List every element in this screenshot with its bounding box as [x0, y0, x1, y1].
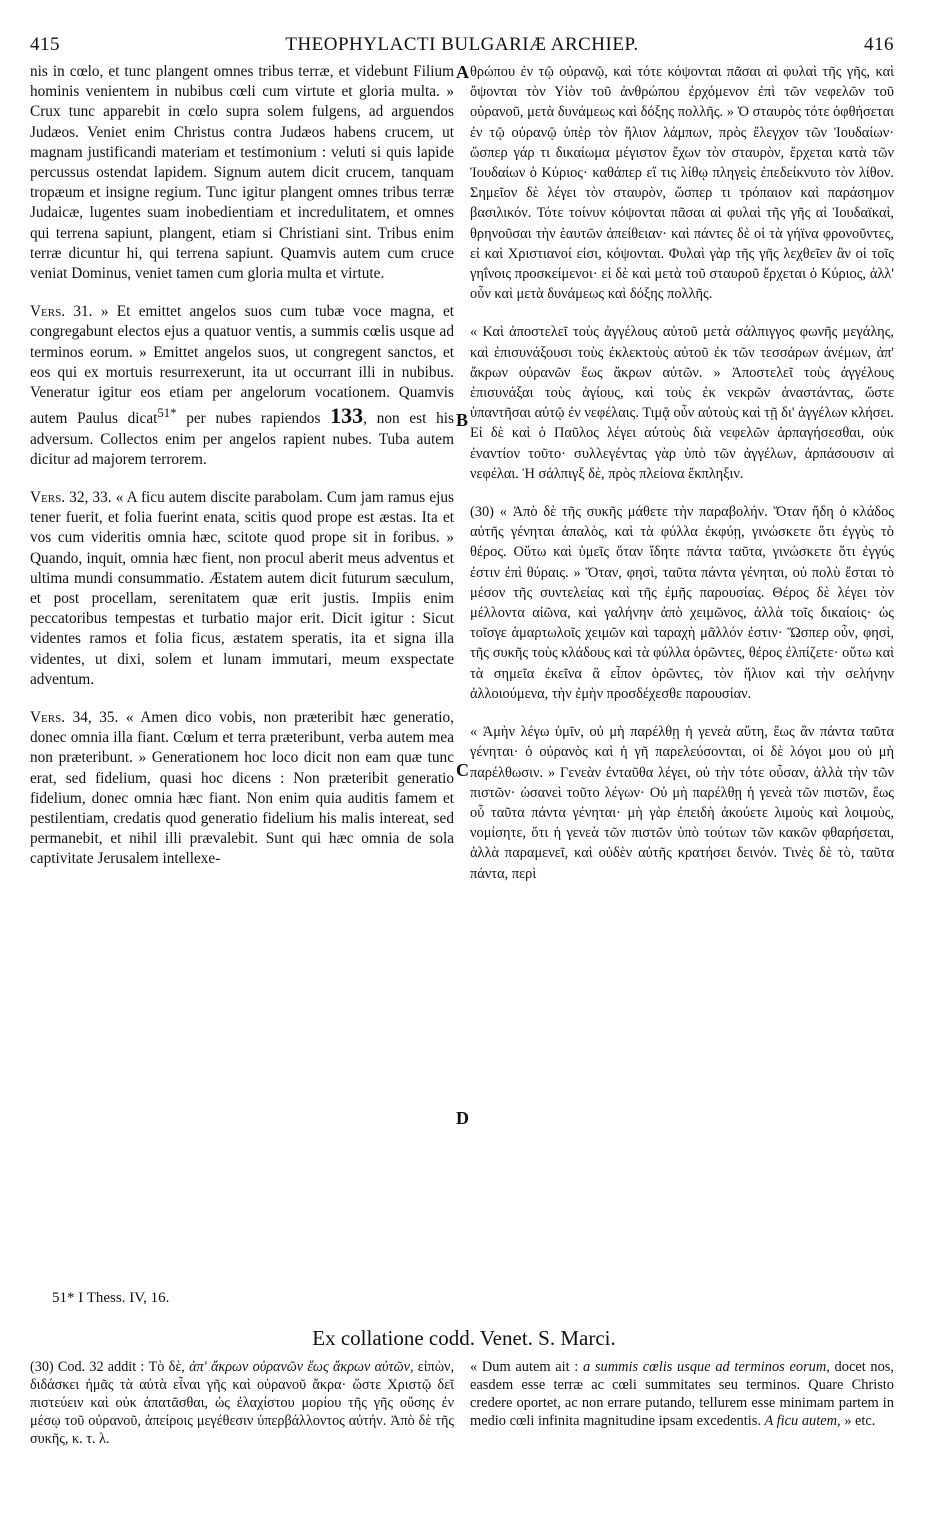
section-marker-c: C [456, 760, 469, 780]
collation-note-greek [30, 1358, 454, 1448]
section-marker-d: D [456, 1108, 469, 1128]
verse-label: Vers. 34, 35. [30, 708, 119, 726]
note-text: (30) Cod. 32 addit : Τὸ δὲ, [30, 1359, 190, 1375]
greek-paragraph-4: « Ἀμὴν λέγω ὑμῖν, οὐ μὴ παρέλθῃ ἡ γενεὰ αὕτη, ἕως ἂν πάντα ταῦτα γένηται· ὁ οὐρανὸς καὶ ἡ γῆ παρελεύσονται, οἱ δὲ λόγοι μου οὐ μὴ παρέλθωσιν. » Γενεὰν ἐνταῦθα λέγει, οὐ τὴν τότε οὖσαν, ἀλλὰ τὴν τῶν πιστῶν· ὡσανεὶ τοῦτο λέγων· Οὐ μὴ παρέλθῃ ἡ γενεὰ τῶν πιστῶν, ἕως οὗ ταῦτα πάντα γένηται· μὴ γὰρ ἐπειδὴ ἀκούετε λιμοὺς καὶ λοιμοὺς, νομίσητε, ὅτι ἡ γενεὰ τῶν πιστῶν ὑπὸ τούτων τῶν κακῶν φθαρήσεται, ἀλλὰ παραμενεῖ, καὶ οὐδὲν αὐτῆς κρατήσει δεινόν. Τινὲς δὲ τὸ, ταῦτα πάντα, περὶ [470, 724, 894, 882]
collation-heading: Ex collatione codd. Venet. S. Marci. [312, 1326, 616, 1350]
greek-paragraph-2: « Καὶ ἀποστελεῖ τοὺς ἀγγέλους αὐτοῦ μετὰ σάλπιγγος φωνῆς μεγάλης, καὶ ἐπισυνάξουσι τοὺς ἐκλεκτοὺς αὐτοῦ ἐκ τῶν τεσσάρων ἀνέμων, ἀπ' ἄκρων οὐρανῶν ἕως ἄκρων αὐτῶν. » Ἀποστελεῖ τοὺς ἀγγέλους ἐπισυνάξαι τοὺς ἁγίους, καὶ τοὺς ἐκ νεκρῶν ἀναστάντας, ὥστε ὑπαντῆσαι αὐτῷ ἐν νεφέλαις. Τιμᾷ οὖν αὐτοὺς καὶ τῇ δι' ἀγγέλων κλήσει. Εἰ δὲ καὶ ὁ Παῦλος λέγει αὐτοὺς διὰ νεφελῶν ἁρπαγήσεσθαι, οὐκ ἐναντίον τοῦτο· συλλεγέντας γὰρ ὑπὸ τῶν ἀγγέλων, ἁρπάσουσιν αἱ νεφέλαι. Ἡ σάλπιγξ δὲ, πρὸς πλείονα ἔκπληξιν. [470, 324, 894, 482]
verse-label: Vers. 31. [30, 303, 93, 321]
footnote: 51* I Thess. IV, 16. [52, 1290, 170, 1306]
page-number-left: 415 [30, 34, 60, 55]
latin-text: per nubes rapiendos [176, 410, 331, 428]
latin-text: , non est his adversum. Collectos enim per angelos rapient nubes. Tuba autem dicitur ad majorem terrorem. [30, 410, 454, 468]
latin-text: « Amen dico vobis, non præteribit hæc generatio, donec omnia illa fiant. Cœlum et terra præteribunt, verba autem mea non præteribunt. » Generationem hoc loco dicit non eam quæ tunc erat, sed fidelium, quasi hoc dicens : Non præteribit generatio fidelium, donec omnia hæc fiant. Non enim quia auditis famem et pestilentiam, credatis quod generatio fidelium his malis intereat, sed permanebit, et nihil illi prævalebit. Sunt qui hæc omnia de sola captivitate Jerusalem intellexe- [30, 708, 455, 868]
page-number-right: 416 [864, 34, 894, 55]
footnote-ref: 51* [157, 406, 177, 421]
page-header [30, 34, 894, 62]
note-quote: A ficu autem, [764, 1413, 841, 1429]
note-text: « Dum autem ait : [470, 1359, 584, 1375]
note-text: » etc. [840, 1413, 876, 1429]
note-quote: ἀπ' ἄκρων οὐρανῶν ἕως ἄκρων αὐτῶν, [189, 1359, 414, 1375]
latin-paragraph-vers34 [30, 708, 454, 870]
note-text: εἰπὼν, διδάσκει ἡμᾶς τὰ αὐτὰ εἶναι γῆς καὶ οὐρανοῦ ἄκρα· ὥστε Χριστῷ δεῖ πιστεύειν καὶ οὐκ ἀπατᾶσθαι, ὡς ἐλαχίστου μορίου τῆς γῆς οὔσης ἐν μέσῳ τοῦ οὐρανοῦ, ἀπείροις μεγέθεσιν ὑπερβάλλοντος αὐτήν. Ἀπὸ δὲ τῆς συκῆς, κ. τ. λ. [30, 1359, 454, 1447]
note-quote: a summis cœlis usque ad terminos eorum, [583, 1359, 830, 1375]
latin-paragraph-vers31 [30, 302, 454, 470]
greek-column [470, 62, 894, 902]
latin-column [30, 62, 454, 888]
running-title: THEOPHYLACTI BULGARIÆ ARCHIEP. [285, 34, 639, 55]
verse-label: Vers. 32, 33. [30, 488, 112, 506]
collation-note-latin [470, 1358, 894, 1430]
latin-text: « A ficu autem discite parabolam. Cum jam ramus ejus tener fuerit, et folia fuerint enata, scitis quod prope est æstas. Ita et vos cum videritis omnia hæc, scitote quod prope sit in foribus. » Quando, inquit, omnia hæc fient, non procul aberit meus adventus et ultima mundi consummatio. Æstatem autem dicit futurum sæculum, et post procellam, serenitatem quæ erit justis. Impiis enim peccatoribus tempestas et turbatio major erit. Dicit igitur : Sicut videntes ramos et folia ficus, æstatem speratis, ita et signa illa videntes, ut dixi, solem et lunam immutari, meum exspectate adventum. [30, 488, 455, 688]
column-number: 133 [330, 403, 364, 429]
latin-paragraph-vers32 [30, 488, 454, 690]
greek-paragraph-3: (30) « Ἀπὸ δὲ τῆς συκῆς μάθετε τὴν παραβολήν. Ὅταν ἤδη ὁ κλάδος αὐτῆς γένηται ἁπαλὸς, καὶ τὰ φύλλα ἐκφύῃ, γινώσκετε ὅτι ἐγγὺς τὸ θέρος. Οὕτω καὶ ὑμεῖς ὅταν ἴδητε πάντα ταῦτα, γινώσκετε ὅτι ἐγγύς ἐστιν ἐπὶ θύραις. » Ὅταν, φησὶ, ταῦτα πάντα γένηται, οὐ πολὺ ἔσται τὸ μέσον τῆς συντελείας καὶ τῆς ἐμῆς παρουσίας. Θέρος δὲ λέγει τὸν μέλλοντα αἰῶνα, καὶ γαλήνην ἀπὸ χειμῶνος, ἀλλὰ τοῖς δικαίοις· ὡς τοῖσγε ἁμαρτωλοῖς χειμῶν καὶ ταραχὴ μᾶλλόν ἐστιν· Ὥσπερ οὖν, φησὶ, τῆς συκῆς τοὺς κλάδους καὶ τὰ φύλλα ὁρῶντες, θέρος ἐλπίζετε· οὕτω καὶ τὰ σημεῖα ἐκεῖνα ἃ εἶπον ὁρῶντες, τὸν ἥλιον καὶ τὴν σελήνην ἀλλοιούμενα, τὴν ἐμὴν προσδέχεσθε παρουσίαν. [470, 504, 894, 702]
greek-paragraph-1: θρώπου ἐν τῷ οὐρανῷ, καὶ τότε κόψονται πᾶσαι αἱ φυλαὶ τῆς γῆς, καὶ ὄψονται τὸν Υἱὸν τοῦ ἀνθρώπου ἐρχόμενον ἐπὶ τῶν νεφελῶν τοῦ οὐρανοῦ, μετὰ δυνάμεως καὶ δόξης πολλῆς. » Ὁ σταυρὸς τότε ὀφθήσεται ἐν τῷ οὐρανῷ ὑπὲρ τὸν ἥλιον λάμπων, πρὸς ἔλεγχον τῶν Ἰουδαίων· ὥσπερ γάρ τι δικαίωμα μέγιστον ἔχων τὸν σταυρὸν, ἔρχεται κατὰ τῶν Ἰουδαίων ὁ Κύριος· καθάπερ εἴ τις λίθῳ πληγεὶς ἐπεδείκνυτο τὸν λίθον. Σημεῖον δὲ λέγει τὸν σταυρὸν, ὥσπερ τι τρόπαιον καὶ παράσημον βασιλικόν. Τότε τοίνυν κόψονται πᾶσαι αἱ φυλαὶ τῆς γῆς αἱ Ἰουδαϊκαὶ, θρηνοῦσαι τὴν ἑαυτῶν ἀπείθειαν· καὶ πάντες δὲ οἱ τὰ γήϊνα φρονοῦντες, εἰ καὶ Χριστιανοί εἰσι, κόψονται. Φυλαὶ γὰρ τῆς γῆς λεχθεῖεν ἂν οἱ τοῖς γηΐνοις προσκείμενοι· εἰ δὲ καὶ μετὰ τοῦ σταυροῦ ἔρχεται ὁ Κύριος, ἀλλ' οὖν καὶ μετὰ δυνάμεως καὶ δόξης πολλῆς. [470, 64, 894, 303]
latin-paragraph-1: nis in cœlo, et tunc plangent omnes tribus terræ, et videbunt Filium hominis venientem in nubibus cœli cum virtute et gloria multa. » Crux tunc apparebit in cœlo supra solem fulgens, ad arguendos Judæos. Veniet enim Christus contra Judæos habens crucem, ut magnam justificandi materiam et testimonium : veluti si quis lapide percussus ostendat lapidem. Signum autem dicit crucem, tanquam tropæum et insigne regium. Tunc igitur plangent omnes tribus terræ Judaicæ, lugentes suam inobedientiam et incredulitatem, et omnes qui terrena sapiunt, plangent, etiam si Christiani sint. Tribus enim terræ dicuntur hi, qui terrena sapiunt. Quamvis autem cum cruce veniat Dominus, veniet tamen cum gloria multa et virtute. [30, 63, 454, 283]
section-marker-b: B [456, 410, 469, 430]
note-text: docet nos, easdem esse terræ ac cœli summitates seu terminos. Quare Christo credere oportet, ac non errare putando, tellurem esse minimam partem in medio cœli infinita magnitudine ipsam excedentis. [470, 1359, 895, 1429]
latin-text: » Et emittet angelos suos cum tubæ voce magna, et congregabunt electos ejus a quatuor ventis, a summis cœlis usque ad terminos eorum. » Emittet angelos suos, ut congregent sanctos, et eos qui ex mortuis resurrexerunt, ita ut occurrant illi in nubibus. Veneratur igitur eos etiam per angelorum vocationem. Quamvis autem Paulus dicat [30, 303, 454, 428]
section-marker-a: A [456, 62, 469, 82]
